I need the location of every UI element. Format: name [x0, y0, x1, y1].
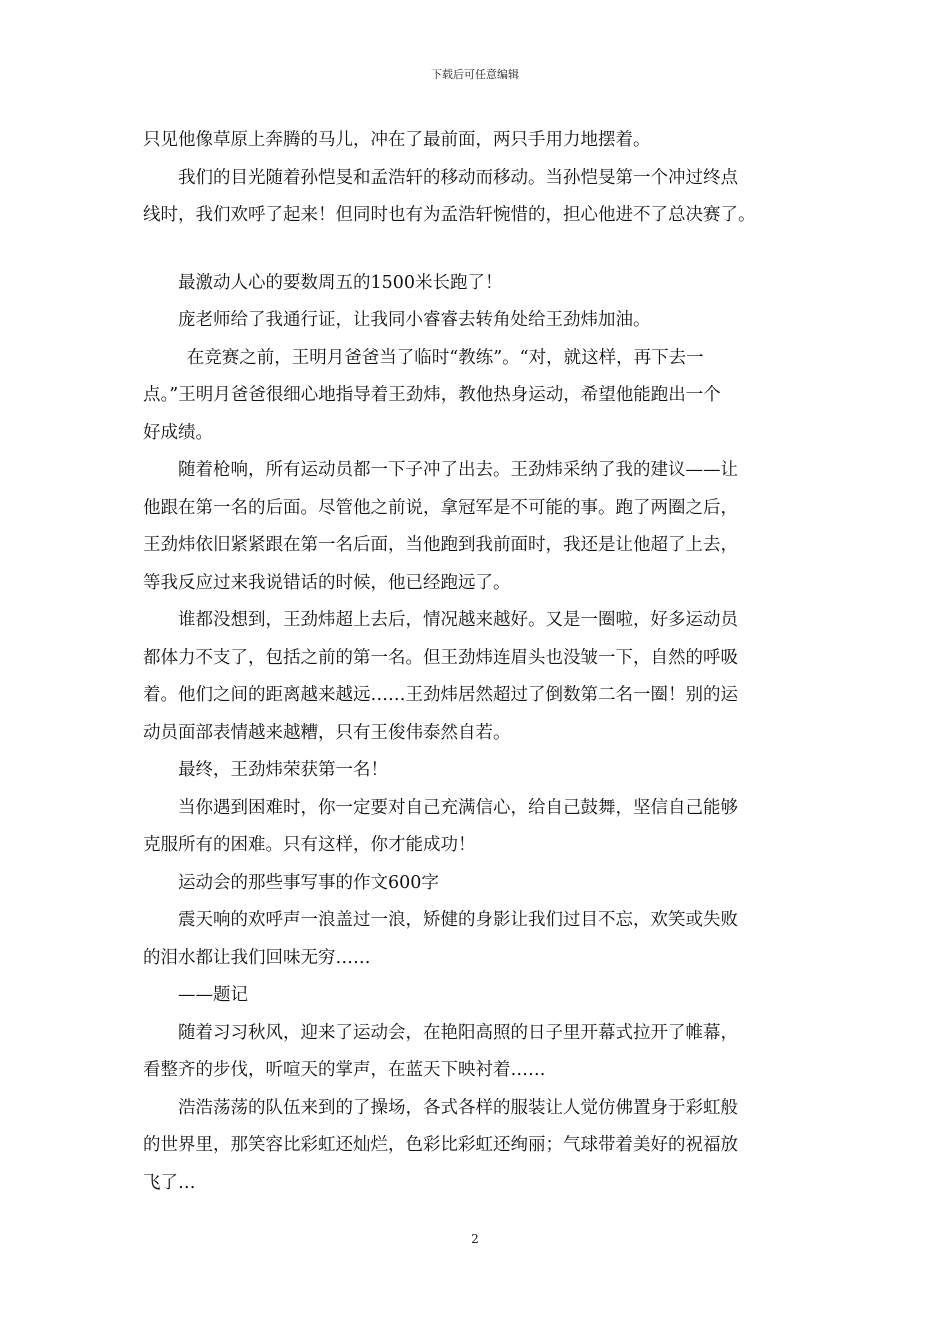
paragraph-line: 好成绩。: [143, 422, 213, 443]
paragraph-line: 最激动人心的要数周五的1500米长跑了！: [178, 272, 503, 293]
paragraph-line: 的世界里，那笑容比彩虹还灿烂，色彩比彩虹还绚丽；气球带着美好的祝福放: [143, 1135, 738, 1155]
paragraph-line: 庞老师给了我通行证，让我同小睿睿去转角处给王劲炜加油。: [178, 310, 651, 330]
paragraph-line: 飞了…: [143, 1172, 196, 1193]
epigraph-attribution: ——题记: [178, 985, 248, 1005]
paragraph-line: 在竞赛之前，王明月爸爸当了临时“教练”。“对，就这样，再下去一: [186, 347, 704, 368]
paragraph-line: 的泪水都让我们回味无穷……: [143, 947, 371, 968]
paragraph-line: 震天响的欢呼声一浪盖过一浪，矫健的身影让我们过目不忘，欢笑或失败: [178, 910, 738, 930]
document-body: [143, 122, 811, 1202]
paragraph-line: 我们的目光随着孙恺旻和孟浩轩的移动而移动。当孙恺旻第一个冲过终点: [178, 167, 738, 188]
paragraph-gap: [143, 235, 811, 265]
paragraph-line: 当你遇到困难时，你一定要对自己充满信心，给自己鼓舞，坚信自己能够: [178, 797, 738, 818]
paragraph-line: 随着枪响，所有运动员都一下子冲了出去。王劲炜采纳了我的建议——让: [178, 460, 738, 480]
paragraph-line: 只见他像草原上奔腾的马儿，冲在了最前面，两只手用力地摆着。: [143, 130, 651, 150]
paragraph-line: 着。他们之间的距离越来越远……王劲炜居然超过了倒数第二名一圈！别的运: [143, 685, 738, 705]
paragraph-line: 最终，王劲炜荣获第一名！: [178, 760, 388, 780]
page-header: 下载后可任意编辑: [431, 68, 519, 81]
paragraph-line: 等我反应过来我说错话的时候，他已经跑远了。: [143, 572, 511, 593]
page-number: 2: [471, 1232, 479, 1246]
section-heading: 运动会的那些事写事的作文600字: [178, 872, 439, 893]
paragraph-line: 他跟在第一名的后面。尽管他之前说，拿冠军是不可能的事。跑了两圈之后，: [143, 497, 738, 518]
paragraph-line: 随着习习秋风，迎来了运动会，在艳阳高照的日子里开幕式拉开了帷幕，: [178, 1022, 738, 1043]
paragraph-line: 谁都没想到，王劲炜超上去后，情况越来越好。又是一圈啦，好多运动员: [178, 610, 738, 630]
paragraph-line: 点。”王明月爸爸很细心地指导着王劲炜，教他热身运动，希望他能跑出一个: [143, 385, 721, 405]
paragraph-line: 看整齐的步伐，听喧天的掌声，在蓝天下映衬着……: [143, 1060, 546, 1080]
paragraph-line: 线时，我们欢呼了起来！但同时也有为孟浩轩惋惜的，担心他进不了总决赛了。: [143, 205, 756, 225]
paragraph-line: 都体力不支了，包括之前的第一名。但王劲炜连眉头也没皱一下，自然的呼吸: [143, 647, 738, 668]
paragraph-line: 动员面部表情越来越糟，只有王俊伟泰然自若。: [143, 722, 511, 743]
paragraph-line: 王劲炜依旧紧紧跟在第一名后面，当他跑到我前面时，我还是让他超了上去，: [143, 535, 738, 555]
paragraph-line: 克服所有的困难。只有这样，你才能成功！: [143, 835, 476, 855]
paragraph-line: 浩浩荡荡的队伍来到的了操场，各式各样的服装让人觉仿佛置身于彩虹般: [178, 1097, 738, 1118]
